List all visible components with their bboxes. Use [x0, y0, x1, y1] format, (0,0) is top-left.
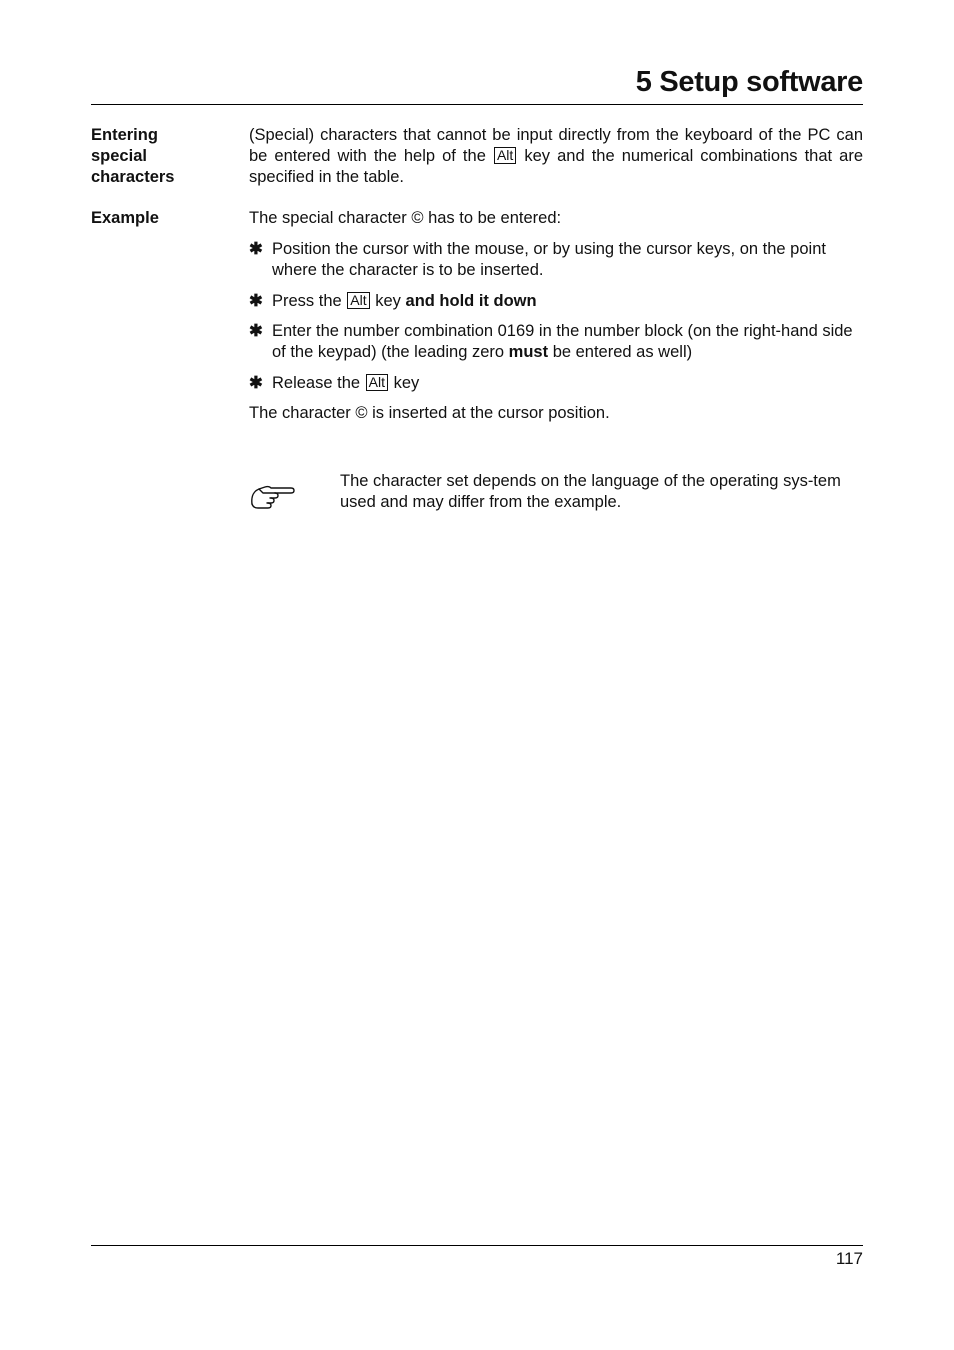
chapter-title: 5 Setup software	[635, 66, 863, 98]
pointing-hand-icon	[249, 482, 295, 512]
step-emphasis: and hold it down	[405, 292, 537, 310]
step-item	[249, 373, 863, 394]
heading-line: special	[91, 147, 147, 165]
step-emphasis: must	[508, 343, 549, 361]
example-intro: The special character © has to be entered:	[249, 209, 562, 227]
example-body	[249, 208, 863, 424]
step-text: key	[393, 374, 420, 392]
footer-rule	[91, 1245, 863, 1246]
bullet-star-icon: ✱	[249, 292, 263, 310]
step-item	[249, 291, 863, 312]
step-text: Release the	[272, 374, 361, 392]
step-text: key	[375, 292, 401, 310]
section-heading-example: Example	[91, 209, 159, 227]
header-rule	[91, 104, 863, 105]
step-text: Enter the number combination 0169 in the number block (on the right-hand side of the keypad) (the leading zero	[272, 322, 853, 361]
note-text: The character set depends on the language of the operating sys-tem used and may differ from the example.	[340, 472, 841, 511]
alt-key: Alt	[366, 374, 388, 391]
heading-line: characters	[91, 168, 175, 186]
heading-line: Entering	[91, 126, 158, 144]
step-item	[249, 239, 863, 281]
alt-key: Alt	[347, 292, 369, 309]
entering-paragraph	[249, 125, 863, 188]
step-item	[249, 321, 863, 363]
example-result: The character © is inserted at the cursor position.	[249, 404, 610, 422]
bullet-star-icon: ✱	[249, 240, 263, 258]
bullet-star-icon: ✱	[249, 374, 263, 392]
alt-key: Alt	[494, 147, 516, 164]
step-text: be entered as well)	[552, 343, 693, 361]
section-heading-entering	[91, 125, 231, 188]
bullet-star-icon: ✱	[249, 322, 263, 340]
entering-text-before: (Special) characters that cannot be input directly from the keyboard of the PC can be entered with the help of the	[249, 126, 863, 165]
entering-text-after: key and the numerical combinations that are specified in the table.	[249, 147, 864, 186]
step-text: Press the	[272, 292, 342, 310]
page-number: 117	[835, 1249, 863, 1268]
step-text: Position the cursor with the mouse, or by using the cursor keys, on the point where the character is to be inserted.	[272, 240, 826, 279]
